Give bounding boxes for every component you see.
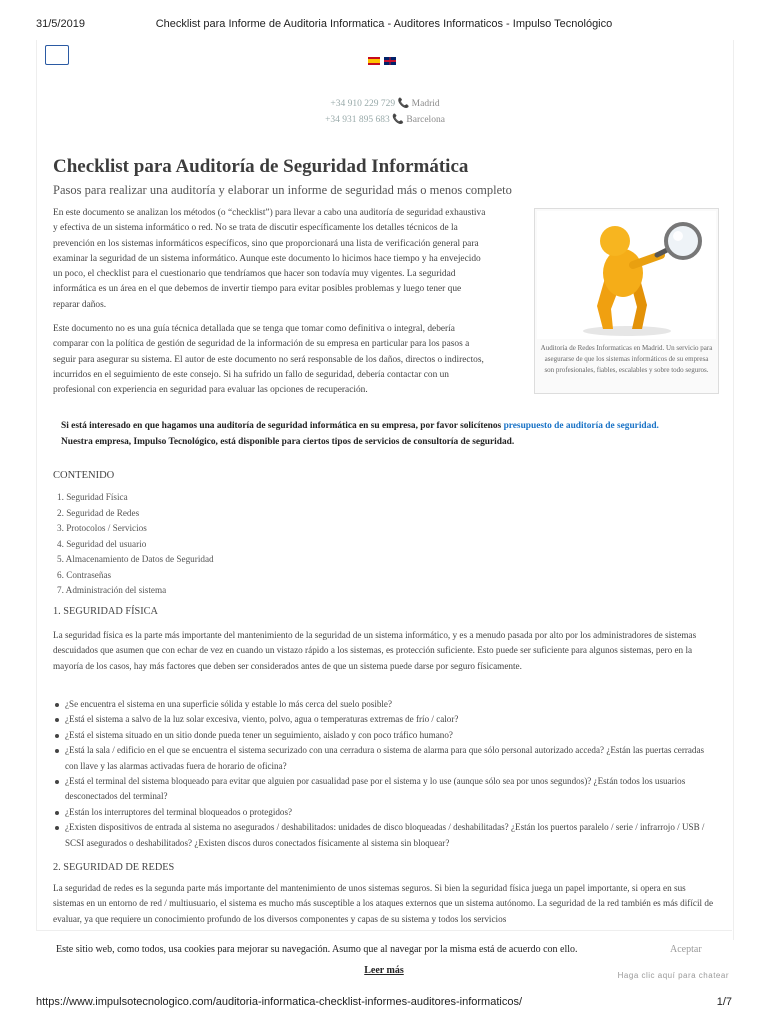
contents-item[interactable]: 7. Administración del sistema bbox=[57, 585, 167, 595]
checklist-item: ¿Está la sala / edificio en el que se encuentra el sistema securizado con una cerradura o sistema de alarma para que sólo personal autorizado acceda? ¿Están las puertas cerradas con llave y las alarmas activadas fuera de horario de oficina? bbox=[53, 743, 717, 774]
contents-item[interactable]: 5. Almacenamiento de Datos de Seguridad bbox=[57, 554, 214, 564]
intro-paragraph: En este documento se analizan los métodos (o “checklist”) para llevar a cabo una auditoría de seguridad exhaustiva y efectiva de un sistema informático o red. No se trata de discutir específicamente los detalles técnicos de la prevención en los sistemas informáticos específicos, sino que proporcionará una lista de verificación general para examinar la seguridad de un sistema informático. Aunque este documento lo hicimos hace tiempo y ha envejecido un poco, el checklist para el cuestionario que tendríamos que hacer son todavía muy vigentes. La seguridad informática es un área en el que debemos de invertir tiempo para evitar posibles problemas y luego tener que reparar daños. bbox=[53, 208, 486, 310]
page-title: Checklist para Auditoría de Seguridad Informática bbox=[53, 156, 469, 177]
phone-icon: 📞 bbox=[392, 115, 405, 125]
print-date: 31/5/2019 bbox=[36, 18, 85, 30]
city-barcelona: Barcelona bbox=[406, 115, 445, 125]
contents-item[interactable]: 1. Seguridad Física bbox=[57, 492, 128, 502]
city-madrid: Madrid bbox=[411, 99, 440, 109]
contents-list bbox=[57, 490, 214, 599]
section2-text: La seguridad de redes es la segunda parte más importante del mantenimiento de unos sistemas seguros. Si bien la seguridad física juega un papel importante, si opera en sus sistemas en un entorno de red / multiusuario, el sistema es mucho más susceptible a los ataques externos que un sistema autónomo. La seguridad de la red también es más difícil de evaluar, ya que requiere un conocimiento profundo de los diversos componentes y capas de su sistema y todos los servicios bbox=[53, 883, 714, 924]
checklist-item: ¿Se encuentra el sistema en una superficie sólida y estable lo más cerca del suelo posible? bbox=[53, 697, 717, 712]
print-page-number: 1/7 bbox=[716, 996, 732, 1008]
notice-text: Nuestra empresa, Impulso Tecnológico, está disponible para ciertos tipos de servicios de consultoría de seguridad. bbox=[61, 437, 515, 447]
section1-heading: 1. SEGURIDAD FÍSICA bbox=[53, 606, 158, 617]
phone-barcelona[interactable]: +34 931 895 683 bbox=[325, 115, 390, 125]
figure bbox=[534, 208, 719, 394]
figure-caption: Auditoría de Redes Informaticas en Madrid. Un servicio para asegurarse de que los sistemas informáticos de su empresa son profesionales, fiables, escalables y sobre todo seguros. bbox=[540, 344, 713, 374]
phone-line-madrid bbox=[37, 96, 733, 112]
contents-item[interactable]: 3. Protocolos / Servicios bbox=[57, 523, 147, 533]
auditor-magnifier-image bbox=[537, 211, 716, 339]
checklist-item: ¿Está el sistema a salvo de la luz solar excesiva, viento, polvo, agua o temperaturas extremas de frío / calor? bbox=[53, 712, 717, 727]
contents-item[interactable]: 6. Contraseñas bbox=[57, 569, 112, 580]
intro-paragraph: Este documento no es una guía técnica detallada que se tenga que tomar como definitiva o integral, debería comparar con la política de gestión de seguridad de la información de su empresa en particular para los pasos a seguir para asegurar su sistema. El autor de este documento no será responsable de los daños, directos o indirectos, incurridos en el seguimiento de este consejo. Si ha sufrido un fallo de seguridad, debería contactar con un profesional con experiencia en seguridad para evaluar las opciones de recuperación. bbox=[53, 324, 484, 396]
checklist-item: ¿Está el terminal del sistema bloqueado para evitar que alguien por casualidad pase por el sistema y lo use (aunque sólo sea por unos segundos)? ¿Están todos los usuarios desconectados del terminal? bbox=[53, 774, 717, 805]
section1-text: La seguridad física es la parte más importante del mantenimiento de la seguridad de un sistema informático, y es a menudo pasada por alto por los administradores de sistemas descuidados que asumen que con echar de vez en cuando un vistazo rápido a los sistemas, es protección suficiente. Esto puede ser suficiente para algunos sistemas, pero en la mayoría de los casos, hay más factores que deben ser considerados antes de que un sistema puede darse por seguro físicamente. bbox=[53, 630, 697, 671]
print-header bbox=[0, 0, 768, 40]
web-page bbox=[36, 40, 734, 940]
section1-checklist bbox=[53, 697, 717, 851]
contents-item[interactable]: 4. Seguridad del usuario bbox=[57, 538, 147, 549]
language-switcher bbox=[368, 57, 396, 65]
checklist-item: ¿Están los interruptores del terminal bloqueados o protegidos? bbox=[53, 805, 717, 820]
cookie-accept-button[interactable]: Aceptar bbox=[670, 944, 702, 955]
contents-item[interactable]: 2. Seguridad de Redes bbox=[57, 507, 140, 518]
cookie-message: Este sitio web, como todos, usa cookies para mejorar su navegación. Asumo que al navegar por la misma está de acuerdo con ello. bbox=[56, 944, 578, 955]
cookie-read-more-link[interactable]: Leer más bbox=[364, 965, 404, 976]
print-footer bbox=[0, 984, 768, 1024]
phone-line-barcelona bbox=[37, 112, 733, 128]
cookie-bar bbox=[36, 930, 732, 989]
contact-phones bbox=[37, 96, 733, 128]
menu-icon[interactable] bbox=[45, 45, 69, 65]
checklist-item: ¿Existen dispositivos de entrada al sistema no asegurados / deshabilitados: unidades de disco bloqueadas / deshabilitadas? ¿Están los puertos paralelo / serie / infrarrojo / USB / SCSI asegurados o deshabilitados? ¿Existen discos duros conectados físicamente al sistema sin bloquear? bbox=[53, 820, 717, 851]
flag-es-icon[interactable] bbox=[368, 57, 380, 65]
notice-box bbox=[61, 418, 711, 450]
chat-launcher[interactable]: Haga clic aquí para chatear bbox=[617, 971, 729, 980]
phone-madrid[interactable]: +34 910 229 729 bbox=[330, 99, 396, 109]
notice-text: Si está interesado en que hagamos una auditoría de seguridad informática en su empresa, por favor solicítenos bbox=[61, 421, 504, 431]
contents-heading: CONTENIDO bbox=[53, 470, 115, 481]
section2-heading: 2. SEGURIDAD DE REDES bbox=[53, 862, 175, 873]
print-url: https://www.impulsotecnologico.com/auditoria-informatica-checklist-informes-auditores-informaticos/ bbox=[36, 996, 523, 1008]
flag-en-icon[interactable] bbox=[384, 57, 396, 65]
intro-text bbox=[53, 206, 489, 408]
page-subtitle: Pasos para realizar una auditoría y elaborar un informe de seguridad más o menos completo bbox=[53, 183, 512, 197]
budget-link[interactable]: presupuesto de auditoría de seguridad. bbox=[503, 421, 659, 431]
print-title: Checklist para Informe de Auditoria Informatica - Auditores Informaticos - Impulso Tecnológico bbox=[155, 18, 613, 30]
phone-icon: 📞 bbox=[397, 99, 410, 109]
checklist-item: ¿Está el sistema situado en un sitio donde pueda tener un seguimiento, aislado y con poco tráfico humano? bbox=[53, 728, 717, 743]
